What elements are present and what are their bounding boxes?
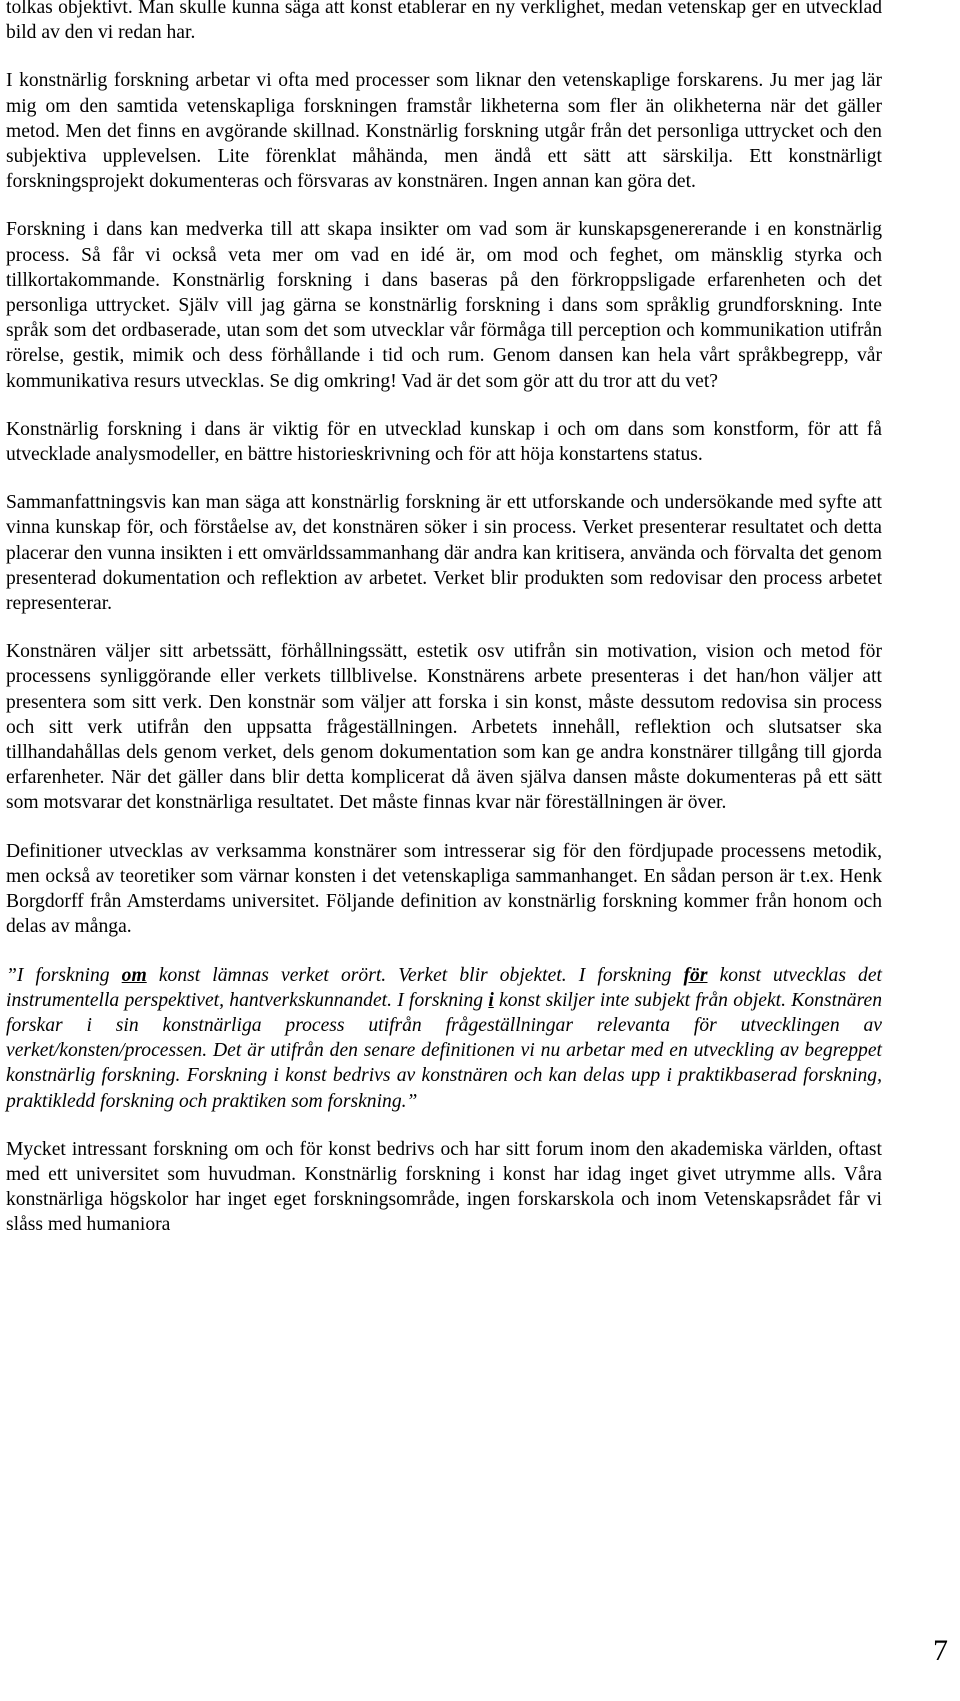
sentence: I konstnärlig forskning arbetar vi ofta med processer som liknar den vetenskaplige forskarens. (6, 70, 764, 92)
paragraph-3 (6, 217, 882, 393)
sentence: Så får vi också veta mer om vad en idé är, om mod och feghet, om mänsklig styrka och tillkortakommande. (6, 244, 882, 291)
sentence: Det måste finnas kvar när föreställningen är över. (339, 792, 727, 814)
emphasis-om: om (121, 964, 147, 986)
sentence: Själv vill jag gärna se konstnärlig forskning i dans som språklig grundforskning. (178, 295, 844, 317)
paragraph-1 (6, 0, 882, 45)
document-page (6, 0, 882, 1238)
sentence: Men det finns en avgörande skillnad. (65, 120, 360, 142)
sentence: Mycket intressant forskning om och för konst bedrivs och har sitt forum inom den akademiska världen, oftast med ett universitet som huvudman. (6, 1138, 882, 1185)
sentence: Genom dansen kan hela vårt språkbegrepp, vår kommunikativa resurs utvecklas. (6, 345, 882, 392)
sentence: En sådan person är t.ex. Henk Borgdorff från Amsterdams universitet. (6, 865, 882, 913)
paragraph-5 (6, 490, 882, 616)
quote-text: konst utvecklas det instrumentella perspektivet, hantverkskunnandet. I forskning (6, 964, 882, 1011)
quote-text: konst lämnas verket orört. Verket blir objektet. I forskning (146, 964, 684, 986)
sentence: Vad är det som gör att du tror att du vet? (401, 370, 718, 392)
sentence: Ju mer jag lär mig om den samtida vetenskapliga forskningen framstår likheterna som fler än olikheterna när det gäller metod. (6, 70, 883, 142)
paragraph-4 (6, 417, 882, 467)
sentence: Konstnärlig forskning i dans är viktig för en utvecklad kunskap i och om dans som konstform, för att få utvecklade analysmodeller, en bättre historieskrivning och för att höja konstartens status. (6, 418, 882, 466)
paragraph-9 (6, 1137, 882, 1238)
sentence: Forskning i dans kan medverka till att skapa insikter om vad som är kunskapsgenererande i en konstnärlig process. (6, 219, 882, 266)
sentence: tolkas objektivt. Man skulle kunna säga att konst etablerar en ny verklighet, medan vetenskap ger en utvecklad bild av den vi redan har. (6, 0, 882, 44)
sentence: Inte språk som det ordbaserade, utan som det som utvecklar vår förmåga till perception och kommunikation utifrån rörelse, gestik, mimik och dess förhållande i tid och rum. (6, 295, 882, 367)
sentence: Konstnärlig forskning i dans baseras på den förkroppsligade erfarenheten och det personliga uttrycket. (6, 269, 882, 317)
sentence: Konstnärlig forskning i konst har idag inget givet utrymme alls. (304, 1163, 836, 1185)
sentence: Ingen annan kan göra det. (493, 171, 696, 193)
sentence: Definitioner utvecklas av verksamma konstnärer som intresserar sig för den fördjupade processens metodik, men också av teoretiker som värnar konsten i det vetenskapliga sammanhanget. (6, 840, 882, 887)
paragraph-2 (6, 68, 882, 194)
sentence: Ett konstnärligt forskningsprojekt dokumenteras och försvaras av konstnären. (6, 146, 883, 193)
sentence: Konstnärens arbete presenteras i det han/hon väljer att presentera som sitt verk. (6, 666, 882, 713)
sentence: Lite förenklat måhända, men ändå ett sätt att särskilja. (217, 146, 733, 168)
paragraph-6 (6, 639, 882, 815)
sentence: Konstnären väljer sitt arbetssätt, förhållningssätt, estetik osv utifrån sin motivation, vision och metod för processens synliggörande eller verkets tillblivelse. (6, 641, 882, 688)
paragraph-7 (6, 839, 882, 940)
sentence: När det gäller dans blir detta komplicerat då även själva dansen måste dokumenteras på ett sätt som motsvarar det konstnärliga resultatet. (6, 767, 882, 814)
sentence: Följande definition av konstnärlig forskning kommer från honom och delas av många. (6, 891, 882, 938)
emphasis-i: i (488, 989, 494, 1011)
sentence: Arbetets innehåll, reflektion och slutsatser ska tillhandahållas dels genom verket, dels genom dokumentation som kan ge andra konstnärer tillgång till gjorda erfarenheter. (6, 716, 883, 789)
borgdorff-quote (6, 963, 882, 1114)
sentence: Sammanfattningsvis kan man säga att konstnärlig forskning är ett utforskande och undersökande med syfte att vinna kunskap för, och förståelse av, det konstnären söker i sin process. (6, 492, 882, 539)
sentence: Se dig omkring! (269, 370, 397, 392)
sentence: Den konstnär som väljer att forska i sin konst, måste dessutom redovisa sin process och sitt verk utifrån den uppsatta frågeställningen. (6, 691, 883, 738)
page-number: 7 (933, 1634, 948, 1667)
quote-text: konst skiljer inte subjekt från objekt. Konstnären forskar i sin konstnärliga process utifrån frågeställningar relevanta för utvecklingen av verket/konsten/processen. Det är utifrån den senare definitionen vi nu arbetar med en utveckling av begreppet konstnärlig forskning. Forskning i konst bedrivs av konstnären och kan delas upp i praktikbaserad forskning, praktikledd forskning och praktiken som forskning.” (6, 989, 882, 1112)
sentence: Verket blir produkten som redovisar den process arbetet representerar. (6, 567, 883, 615)
sentence: Konstnärlig forskning utgår från det personliga uttrycket och den subjektiva upplevelsen. (6, 120, 882, 168)
sentence: Våra konstnärliga högskolor har inget eget forskningsområde, ingen forskarskola och inom Vetenskapsrådet får vi slåss med humaniora (6, 1163, 882, 1236)
sentence: Verket presenterar resultatet och detta placerar den vunna insikten i ett omvärldssammanhang där andra kan kritisera, använda och förvalta det genom presenterad dokumentation och reflektion av arbetet. (6, 517, 883, 589)
quote-text: ”I forskning (6, 964, 122, 986)
emphasis-for: för (683, 964, 708, 986)
